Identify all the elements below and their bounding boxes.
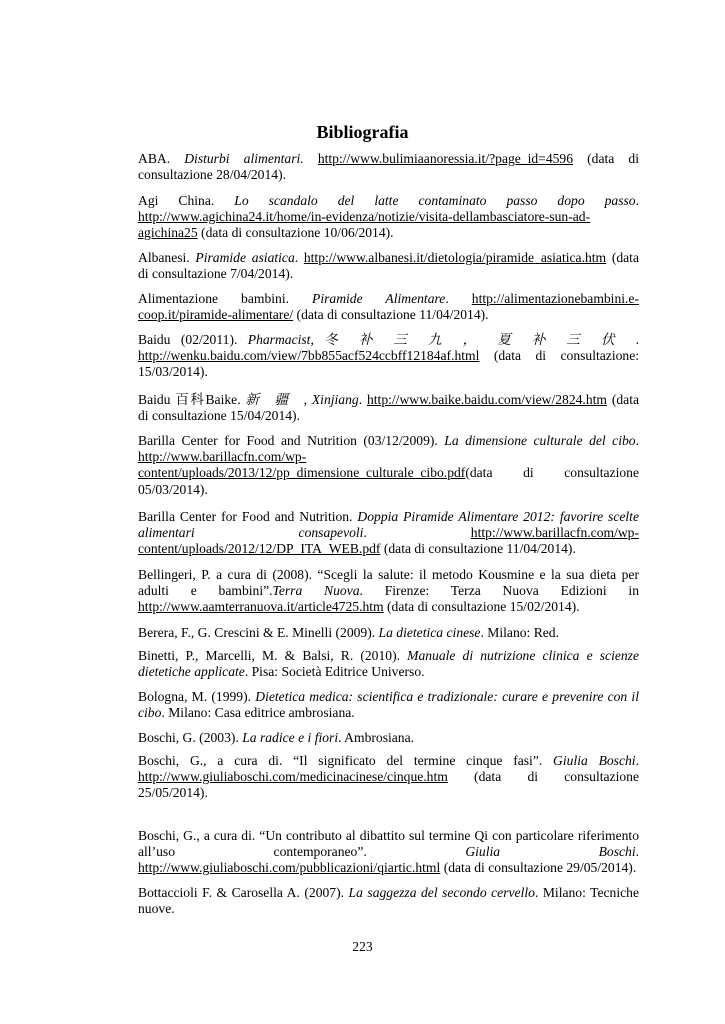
- entry-text: Baidu: [138, 392, 176, 407]
- entry-text: Berera, F., G. Crescini & E. Minelli (2009).: [138, 625, 379, 640]
- entry-title: Manuale di nutrizione clinica e scienze dietetiche applicate: [138, 648, 639, 680]
- bibliography-entry: [138, 730, 639, 746]
- entry-text: Baidu (02/2011).: [138, 332, 248, 347]
- bibliography-entry: [138, 828, 639, 877]
- entry-title: Disturbi alimentari.: [184, 151, 304, 166]
- bibliography-entry: [138, 291, 639, 323]
- bibliography-entry: [138, 193, 639, 242]
- bibliography-entry: [138, 689, 639, 721]
- bibliography-entry: [138, 332, 639, 381]
- entry-title: Piramide Alimentare: [312, 291, 446, 306]
- entry-text: (data di consultazione 15/04/2014).: [138, 392, 640, 424]
- entry-text: (data di consultazione 11/04/2014).: [380, 541, 576, 557]
- bibliography-entry: [138, 648, 639, 680]
- entry-url-link[interactable]: http://www.barillacfn.com/wp-content/uploads/2012/12/DP_ITA_WEB.pdf: [138, 525, 640, 557]
- entry-text: . Firenze: Terza Nuova Edizioni in: [359, 583, 639, 599]
- entry-url-link[interactable]: http://www.giuliaboschi.com/medicinacinese/cinque.htm: [138, 769, 448, 785]
- page-number: 223: [352, 939, 373, 954]
- entry-text: (data di consultazione 28/04/2014).: [138, 151, 640, 183]
- entry-text: ,: [310, 332, 325, 347]
- entry-text: Boschi, G., a cura di. “Un contributo al dibattito sul termine Qi con particolare riferimento all’uso contemporaneo”.: [138, 828, 639, 860]
- entry-text: Bologna, M. (1999).: [138, 689, 256, 704]
- entry-text: Baike.: [205, 392, 246, 407]
- entry-text: .: [635, 332, 640, 347]
- bibliography-entry: [138, 250, 639, 282]
- entry-text: . Ambrosiana.: [338, 730, 415, 745]
- bibliography-entry: [138, 885, 639, 917]
- page-title: Bibliografia: [316, 122, 409, 142]
- entry-title: Doppia Piramide Alimentare 2012: favorire scelte alimentari consapevoli: [138, 509, 639, 541]
- entry-title: Dietetica medica: scientifica e tradizionale: curare e prevenire con il cibo: [138, 689, 639, 721]
- entry-text: Albanesi.: [138, 250, 196, 265]
- entry-text: . Milano: Casa editrice ambrosiana.: [161, 705, 355, 721]
- entry-text: ABA.: [138, 151, 185, 166]
- entry-title: , Xinjiang: [303, 392, 359, 407]
- entry-text: [304, 151, 318, 166]
- entry-text: (data di consultazione 05/03/2014).: [138, 465, 639, 497]
- entry-text: Bellingeri, P. a cura di (2008). “Scegli la salute: il metodo Kousmine e la sua dieta per adulti e bambini”.: [138, 567, 639, 599]
- entry-text: (data di consultazione 29/05/2014).: [440, 860, 637, 876]
- entry-url-link[interactable]: http://www.albanesi.it/dietologia/piramide_asiatica.htm: [303, 250, 607, 265]
- entry-url-link[interactable]: http://www.baike.baidu.com/view/2824.htm: [366, 392, 607, 407]
- entry-title: Piramide asiatica: [195, 250, 295, 265]
- entry-url-link[interactable]: http://wenku.baidu.com/view/7bb855acf524ccbff12184af.html: [138, 348, 480, 364]
- entry-url-link[interactable]: http://alimentazionebambini.e-coop.it/piramide-alimentare/: [138, 291, 639, 323]
- entry-text: Boschi, G., a cura di. “Il significato del termine cinque fasi”.: [138, 753, 554, 768]
- entry-text: (data di consultazione 7/04/2014).: [138, 250, 639, 282]
- entry-chinese-text: 新疆: [245, 392, 304, 408]
- entry-title: La saggezza del secondo cervello: [348, 885, 535, 900]
- entry-text: (data di consultazione 11/04/2014).: [293, 307, 489, 323]
- entry-text: Binetti, P., Marcelli, M. & Balsi, R. (2010).: [138, 648, 408, 663]
- entry-title: Giulia Boschi: [465, 844, 636, 860]
- entry-chinese-text: 冬补三九，夏补三伏: [324, 332, 636, 348]
- entry-text: . Milano: Tecniche nuove.: [138, 885, 639, 917]
- entry-text: (data di consultazione 10/06/2014).: [197, 225, 394, 241]
- entry-url-link[interactable]: http://www.barillacfn.com/wp-content/uploads/2013/12/pp_dimensione_culturale_cibo.pdf: [138, 449, 466, 481]
- bibliography-entry: [138, 509, 639, 558]
- entry-url-link[interactable]: http://www.agichina24.it/home/in-evidenza/notizie/visita-dellambasciatore-sun-ad-agichina25: [138, 209, 591, 241]
- entry-text: .: [635, 193, 639, 208]
- entry-text: Bottaccioli F. & Carosella A. (2007).: [138, 885, 349, 900]
- entry-url-link[interactable]: http://www.aamterranuova.it/article4725.htm: [138, 599, 384, 615]
- bibliography-entry: [138, 433, 639, 498]
- entry-text: .: [635, 433, 639, 448]
- entry-text: .: [358, 392, 367, 407]
- entry-chinese-text: 百科: [175, 392, 206, 408]
- entry-title: La radice e i fiori: [242, 730, 339, 745]
- entry-text: .: [635, 844, 639, 860]
- bibliography-entry: [138, 567, 639, 616]
- entry-text: (data di consultazione 25/05/2014).: [138, 769, 639, 801]
- entry-text: Barilla Center for Food and Nutrition.: [138, 509, 358, 524]
- entry-url-link[interactable]: http://www.giuliaboschi.com/pubblicazioni/qiartic.html: [138, 860, 441, 876]
- entry-text: Alimentazione bambini.: [138, 291, 313, 306]
- entry-text: Boschi, G. (2003).: [138, 730, 243, 745]
- bibliography-entry: [138, 625, 639, 641]
- entry-text: .: [635, 753, 639, 768]
- bibliography-entry: [138, 151, 639, 183]
- entry-text: .: [294, 250, 304, 265]
- entry-title: La dimensione culturale del cibo: [444, 433, 636, 448]
- entry-title: Giulia Boschi: [553, 753, 636, 768]
- entry-text: .: [445, 291, 472, 306]
- entry-text: (data di consultazione 15/02/2014).: [383, 599, 580, 615]
- entry-title: Terra Nuova: [272, 583, 360, 599]
- entry-title: La dietetica cinese: [378, 625, 481, 640]
- entry-text: .: [363, 525, 471, 541]
- entry-title: Lo scandalo del latte contaminato passo dopo passo: [234, 193, 636, 208]
- entry-text: Agi China.: [138, 193, 235, 208]
- entry-text: . Pisa: Società Editrice Universo.: [244, 664, 425, 680]
- entry-url-link[interactable]: http://www.bulimiaanoressia.it/?page_id=4596: [317, 151, 574, 166]
- entry-title: Pharmacist: [247, 332, 311, 347]
- bibliography-entry: [138, 753, 639, 802]
- entry-text: (data di consultazione: 15/03/2014).: [138, 348, 639, 380]
- bibliography-entry: [138, 392, 639, 424]
- entry-text: . Milano: Red.: [480, 625, 560, 640]
- entry-text: Barilla Center for Food and Nutrition (03/12/2009).: [138, 433, 445, 448]
